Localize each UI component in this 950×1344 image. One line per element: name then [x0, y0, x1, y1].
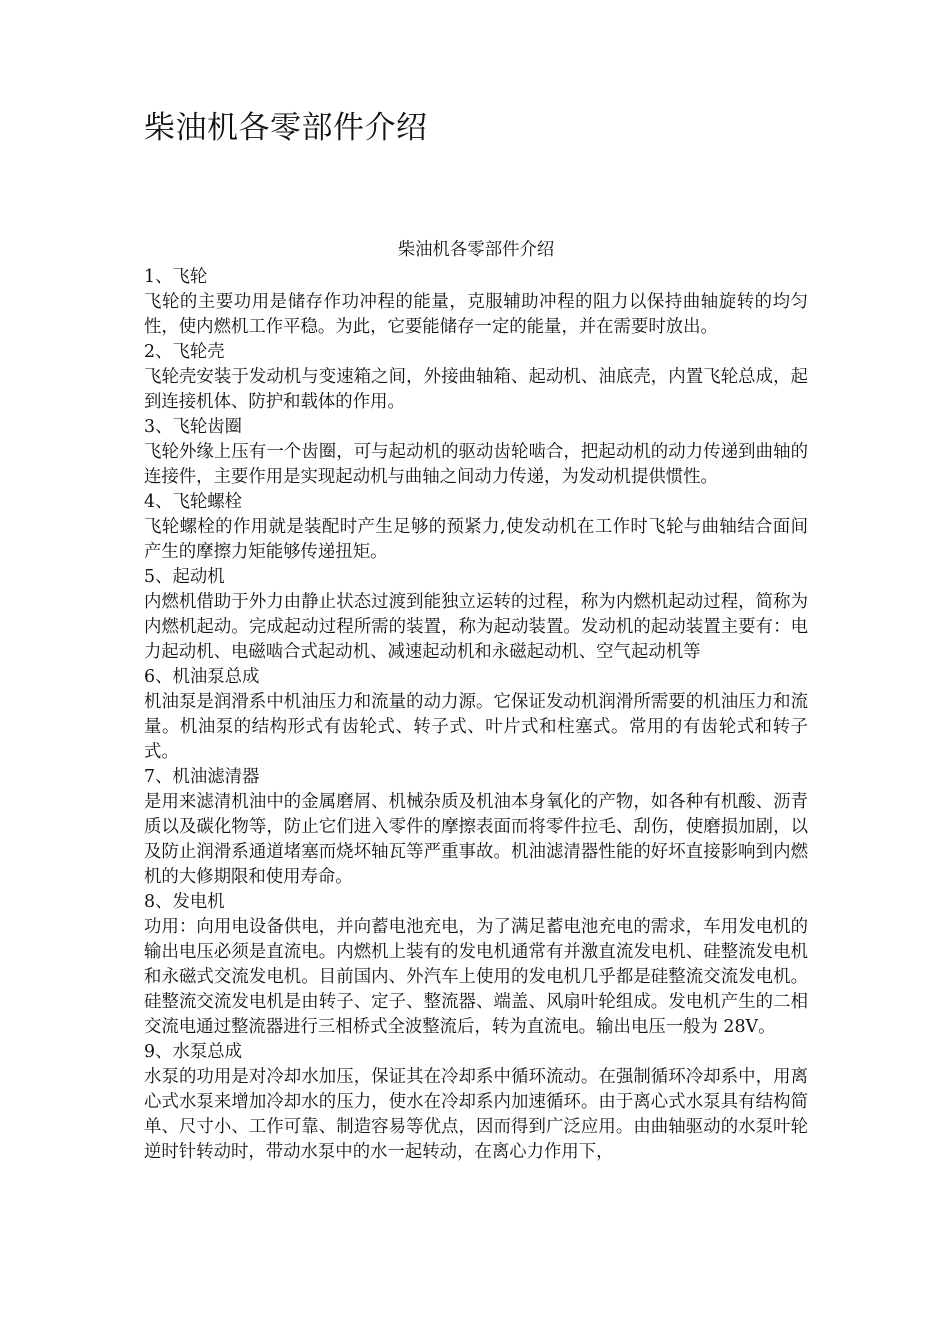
section-paragraph: 飞轮壳安装于发动机与变速箱之间，外接曲轴箱、起动机、油底壳，内置飞轮总成，起到连接机体、防护和载体的作用。 [144, 367, 808, 412]
document-body [144, 238, 808, 1165]
section-flywheel-housing [144, 340, 808, 415]
section-paragraph: 飞轮的主要功用是储存作功冲程的能量，克服辅助冲程的阻力以保持曲轴旋转的均匀性，使内燃机工作平稳。为此，它要能储存一定的能量，并在需要时放出。 [144, 292, 808, 337]
section-paragraph: 是用来滤清机油中的金属磨屑、机械杂质及机油本身氧化的产物，如各种有机酸、沥青质以及碳化物等，防止它们进入零件的摩擦表面而将零件拉毛、刮伤，使磨损加剧，以及防止润滑系通道堵塞而烧坏轴瓦等严重事故。机油滤清器性能的好坏直接影响到内燃机的大修期限和使用寿命。 [144, 792, 808, 887]
section-starter [144, 565, 808, 665]
section-heading: 1、飞轮 [144, 267, 208, 287]
section-water-pump [144, 1040, 808, 1165]
section-generator [144, 890, 808, 1040]
section-paragraph: 机油泵是润滑系中机油压力和流量的动力源。它保证发动机润滑所需要的机油压力和流量。机油泵的结构形式有齿轮式、转子式、叶片式和柱塞式。常用的有齿轮式和转子式。 [144, 692, 808, 762]
section-heading: 6、机油泵总成 [144, 667, 260, 687]
section-oil-filter [144, 765, 808, 890]
section-heading: 2、飞轮壳 [144, 342, 225, 362]
section-heading: 3、飞轮齿圈 [144, 417, 243, 437]
section-paragraph: 内燃机借助于外力由静止状态过渡到能独立运转的过程，称为内燃机起动过程，简称为内燃机起动。完成起动过程所需的装置，称为起动装置。发动机的起动装置主要有：电力起动机、电磁啮合式起动机、减速起动机和永磁起动机、空气起动机等 [144, 592, 808, 662]
section-heading: 4、飞轮螺栓 [144, 492, 243, 512]
section-oil-pump [144, 665, 808, 765]
document-title: 柴油机各零部件介绍 [144, 110, 428, 146]
section-paragraph: 水泵的功用是对冷却水加压，保证其在冷却系中循环流动。在强制循环冷却系中，用离心式水泵来增加冷却水的压力，使水在冷却系内加速循环。由于离心式水泵具有结构简单、尺寸小、工作可靠、制造容易等优点，因而得到广泛应用。由曲轴驱动的水泵叶轮逆时针转动时，带动水泵中的水一起转动，在离心力作用下， [144, 1067, 808, 1162]
section-paragraph: 飞轮外缘上压有一个齿圈，可与起动机的驱动齿轮啮合，把起动机的动力传递到曲轴的连接件，主要作用是实现起动机与曲轴之间动力传递，为发动机提供惯性。 [144, 442, 808, 487]
section-paragraph: 功用：向用电设备供电，并向蓄电池充电，为了满足蓄电池充电的需求，车用发电机的输出电压必须是直流电。内燃机上装有的发电机通常有并激直流发电机、硅整流发电机和永磁式交流发电机。目前国内、外汽车上使用的发电机几乎都是硅整流交流发电机。硅整流交流发电机是由转子、定子、整流器、端盖、风扇叶轮组成。发电机产生的二相交流电通过整流器进行三相桥式全波整流后，转为直流电。输出电压一般为 28V。 [144, 917, 808, 1037]
section-heading: 7、机油滤清器 [144, 767, 260, 787]
section-heading: 5、起动机 [144, 567, 225, 587]
section-flywheel-ring-gear [144, 415, 808, 490]
section-flywheel [144, 265, 808, 340]
section-flywheel-bolt [144, 490, 808, 565]
section-heading: 9、水泵总成 [144, 1042, 243, 1062]
document-subtitle: 柴油机各零部件介绍 [397, 240, 555, 260]
section-paragraph: 飞轮螺栓的作用就是装配时产生足够的预紧力,使发动机在工作时飞轮与曲轴结合面间产生的摩擦力矩能够传递扭矩。 [144, 517, 808, 562]
section-heading: 8、发电机 [144, 892, 225, 912]
